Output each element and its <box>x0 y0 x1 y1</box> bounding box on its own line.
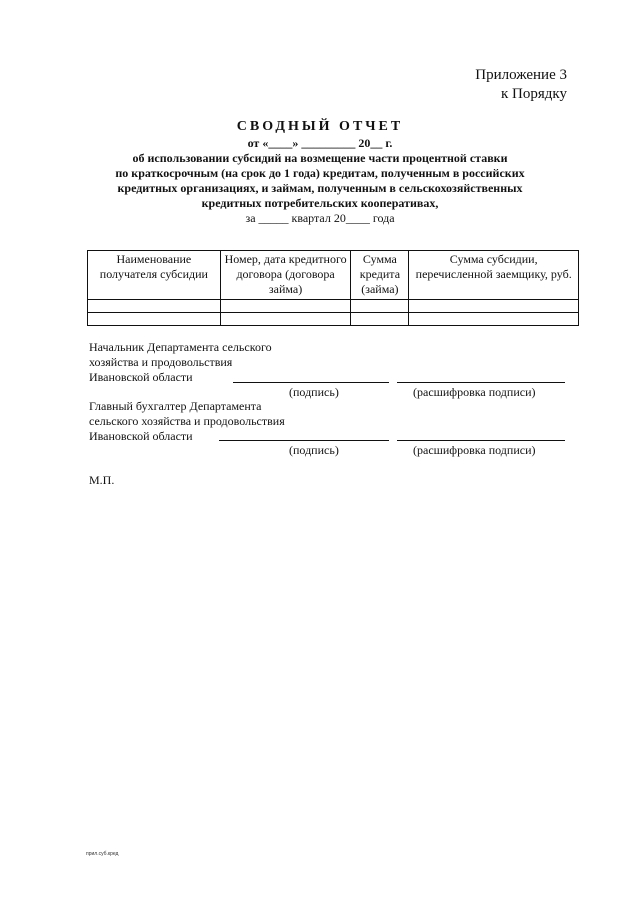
column-header-subsidy-amount: Сумма субсидии, перечисленной заемщику, руб. <box>409 251 579 300</box>
head-decode-line <box>397 382 565 383</box>
column-header-contract: Номер, дата кредитного договора (договора займа) <box>220 251 351 300</box>
appendix-reference <box>475 66 567 104</box>
file-footer: прил.суб.кред <box>86 851 119 857</box>
table-row <box>88 313 579 326</box>
column-header-credit-amount: Сумма кредита (займа) <box>351 251 409 300</box>
head-signature-line <box>233 382 389 383</box>
accountant-title-line-3: Ивановской области <box>89 429 193 443</box>
head-signature-caption: (подпись) <box>289 385 339 399</box>
report-subtitle-3: кредитных организациях, и займам, полученным в сельскохозяйственных <box>117 181 523 195</box>
report-header <box>60 118 580 226</box>
report-period-line: за _____ квартал 20____ года <box>245 211 395 225</box>
table-cell <box>88 300 221 313</box>
head-title-line-2: хозяйства и продовольствия <box>89 355 233 369</box>
accountant-title-line-2: сельского хозяйства и продовольствия <box>89 414 285 428</box>
report-date-line: от «____» _________ 20__ г. <box>247 136 393 150</box>
report-subtitle-4: кредитных потребительских кооперативах, <box>201 196 439 210</box>
head-signature-block <box>89 340 272 385</box>
head-title-line-3: Ивановской области <box>89 370 193 384</box>
table-cell <box>351 300 409 313</box>
table-cell <box>220 313 351 326</box>
report-table <box>87 250 579 326</box>
table-header-row <box>88 251 579 300</box>
accountant-title-line-1: Главный бухгалтер Департамента <box>89 399 262 413</box>
table-row <box>88 300 579 313</box>
table-cell <box>409 300 579 313</box>
table-cell <box>220 300 351 313</box>
appendix-order: к Порядку <box>501 86 567 102</box>
head-title-line-1: Начальник Департамента сельского <box>89 340 272 354</box>
report-subtitle-1: об использовании субсидий на возмещение части процентной ставки <box>132 151 508 165</box>
head-decode-caption: (расшифровка подписи) <box>413 385 536 399</box>
accountant-decode-line <box>397 440 565 441</box>
stamp-place-label: М.П. <box>89 473 115 487</box>
table-cell <box>351 313 409 326</box>
accountant-signature-caption: (подпись) <box>289 443 339 457</box>
appendix-number: Приложение 3 <box>475 67 567 83</box>
report-subtitle-2: по краткосрочным (на срок до 1 года) кредитам, полученным в российских <box>115 166 525 180</box>
table-cell <box>409 313 579 326</box>
table-cell <box>88 313 221 326</box>
accountant-signature-line <box>219 440 389 441</box>
accountant-decode-caption: (расшифровка подписи) <box>413 443 536 457</box>
column-header-recipient: Наименование получателя субсидии <box>88 251 221 300</box>
accountant-signature-block <box>89 399 285 444</box>
report-title: СВОДНЫЙ ОТЧЕТ <box>236 119 404 134</box>
